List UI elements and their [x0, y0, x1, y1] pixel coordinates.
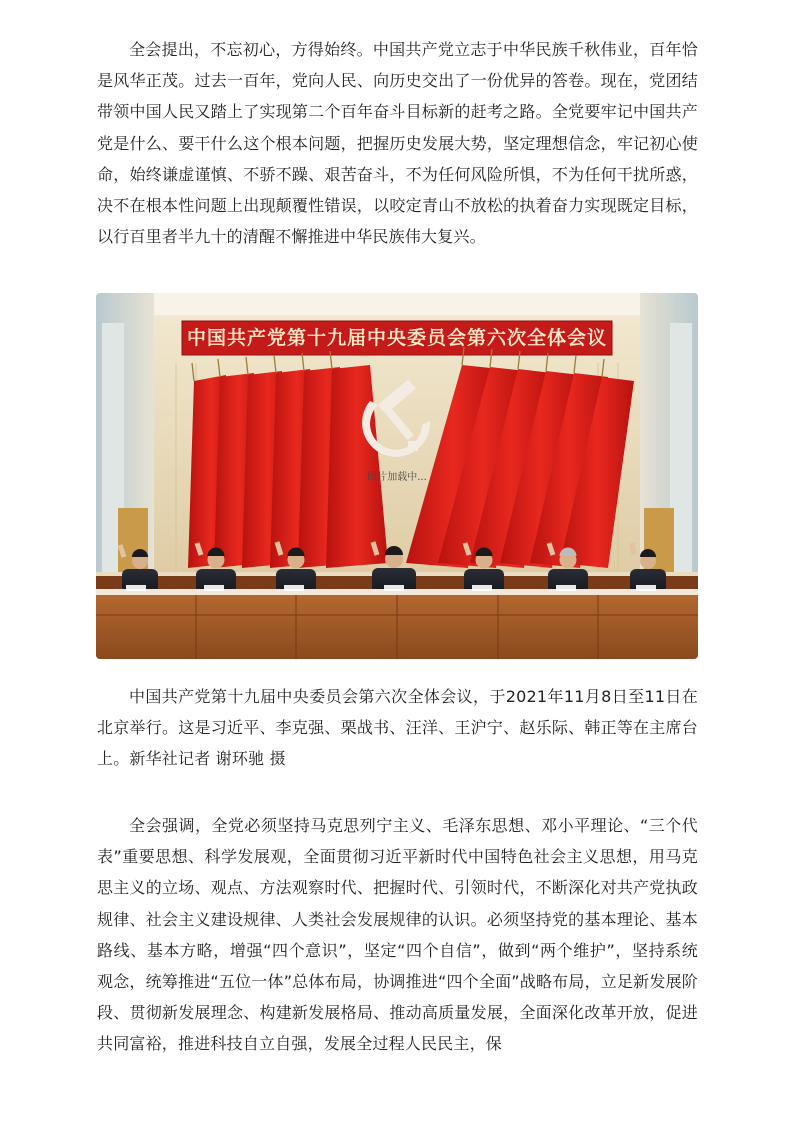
- plenary-session-photo: [96, 293, 698, 659]
- paragraph-intro: 全会提出，不忘初心，方得始终。中国共产党立志于中华民族千秋伟业，百年恰是风华正茂。过去一百年，党向人民、向历史交出了一份优异的答卷。现在，党团结带领中国人民又踏上了实现第二个百年奋斗目标新的赶考之路。全党要牢记中国共产党是什么、要干什么这个根本问题，把握历史发展大势，坚定理想信念，牢记初心使命，始终谦虚谨慎、不骄不躁、艰苦奋斗，不为任何风险所惧，不为任何干扰所惑，决不在根本性问题上出现颠覆性错误，以咬定青山不放松的执着奋力实现既定目标，以行百里者半九十的清醒不懈推进中华民族伟大复兴。: [97, 40, 698, 247]
- image-loading-text: 图片加载中...: [367, 472, 427, 483]
- paragraph-emphasis: 全会强调，全党必须坚持马克思列宁主义、毛泽东思想、邓小平理论、“三个代表”重要思想、科学发展观，全面贯彻习近平新时代中国特色社会主义思想，用马克思主义的立场、观点、方法观察时代、把握时代、引领时代，不断深化对共产党执政规律、社会主义建设规律、人类社会发展规律的认识。必须坚持党的基本理论、基本路线、基本方略，增强“四个意识”，坚定“四个自信”，做到“两个维护”，坚持系统观念，统筹推进“五位一体”总体布局，协调推进“四个全面”战略布局，立足新发展阶段、贯彻新发展理念、构建新发展格局、推动高质量发展，全面深化改革开放，促进共同富裕，推进科技自立自强，发展全过程人民民主，保: [97, 816, 698, 1054]
- banner-text: 中国共产党第十九届中央委员会第六次全体会议: [186, 327, 608, 349]
- photo-caption: 中国共产党第十九届中央委员会第六次全体会议，于2021年11月8日至11日在北京举行。这是习近平、李克强、栗战书、汪洋、王沪宁、赵乐际、韩正等在主席台上。新华社记者 谢环驰 摄: [97, 687, 698, 769]
- flags-left: [188, 351, 388, 568]
- photo-scene: [96, 293, 698, 659]
